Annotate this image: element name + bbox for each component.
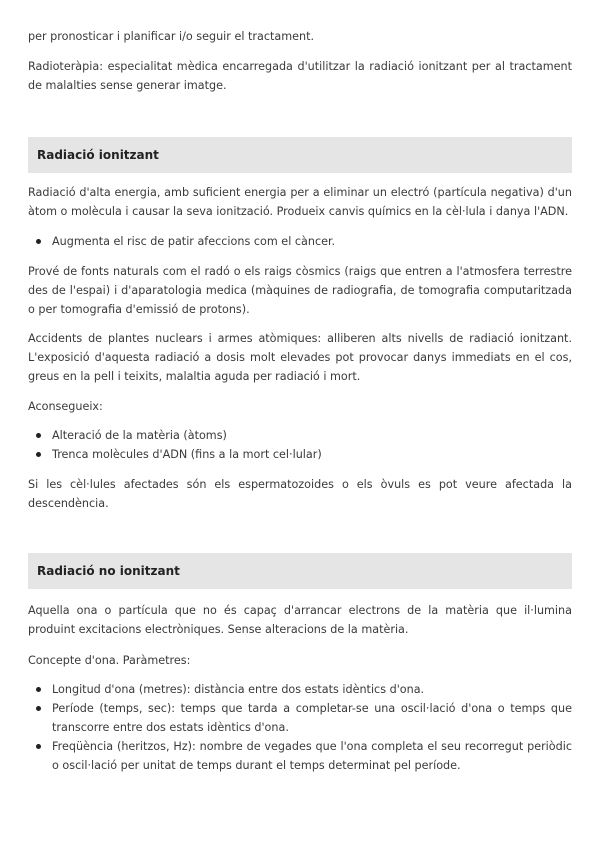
list-item: Longitud d'ona (metres): distància entre dos estats idèntics d'ona. bbox=[28, 680, 572, 699]
ionitzant-bullet-list-1 bbox=[28, 232, 572, 251]
list-item: Trenca molècules d'ADN (fins a la mort cel·lular) bbox=[28, 445, 572, 464]
wave-parameters-list bbox=[28, 680, 572, 775]
ionitzant-accidents: Accidents de plantes nuclears i armes atòmiques: alliberen alts nivells de radiació ionitzant. L'exposició d'aquesta radiació a dosis molt elevades pot provocar danys immediats en el cos, greus en la pell i teixits, malaltia aguda per radiació i mort. bbox=[28, 332, 572, 383]
concepte-ona-label: Concepte d'ona. Paràmetres: bbox=[28, 654, 191, 667]
section-title: Radiació ionitzant bbox=[37, 147, 159, 162]
section-header-no-ionitzant bbox=[28, 553, 572, 589]
aconsegueix-label: Aconsegueix: bbox=[28, 400, 103, 413]
section-title: Radiació no ionitzant bbox=[37, 563, 180, 578]
no-ionitzant-definition: Aquella ona o partícula que no és capaç d'arrancar electrons de la matèria que il·lumina produint excitacions electròniques. Sense alteracions de la matèria. bbox=[28, 604, 572, 636]
list-item: Augmenta el risc de patir afeccions com el càncer. bbox=[28, 232, 572, 251]
ionitzant-bullet-list-2 bbox=[28, 426, 572, 464]
ionitzant-sources: Prové de fonts naturals com el radó o els raigs còsmics (raigs que entren a l'atmosfera terrestre des de l'espai) i d'aparatologia medica (màquines de radiografia, de tomografia computaritzada o per tomografia d'emissió de protons). bbox=[28, 265, 572, 316]
ionitzant-definition: Radiació d'alta energia, amb suficient energia per a eliminar un electró (partícula negativa) d'un àtom o molècula i causar la seva ionització. Produeix canvis químics en la cèl·lula i danya l'ADN. bbox=[28, 186, 572, 218]
radioterapia-paragraph: Radioteràpia: especialitat mèdica encarregada d'utilitzar la radiació ionitzant per al tractament de malalties sense generar imatge. bbox=[28, 60, 572, 92]
list-item: Alteració de la matèria (àtoms) bbox=[28, 426, 572, 445]
section-header-ionitzant bbox=[28, 137, 572, 173]
list-item: Període (temps, sec): temps que tarda a completar-se una oscil·lació d'ona o temps que transcorre entre dos estats idèntics d'ona. bbox=[28, 699, 572, 737]
ionitzant-descendencia: Si les cèl·lules afectades són els espermatozoides o els òvuls es pot veure afectada la descendència. bbox=[28, 478, 572, 510]
list-item: Freqüència (heritzos, Hz): nombre de vegades que l'ona completa el seu recorregut periòdic o oscil·lació per unitat de temps durant el temps determinat pel període. bbox=[28, 737, 572, 775]
intro-line: per pronosticar i planificar i/o seguir el tractament. bbox=[28, 30, 315, 43]
